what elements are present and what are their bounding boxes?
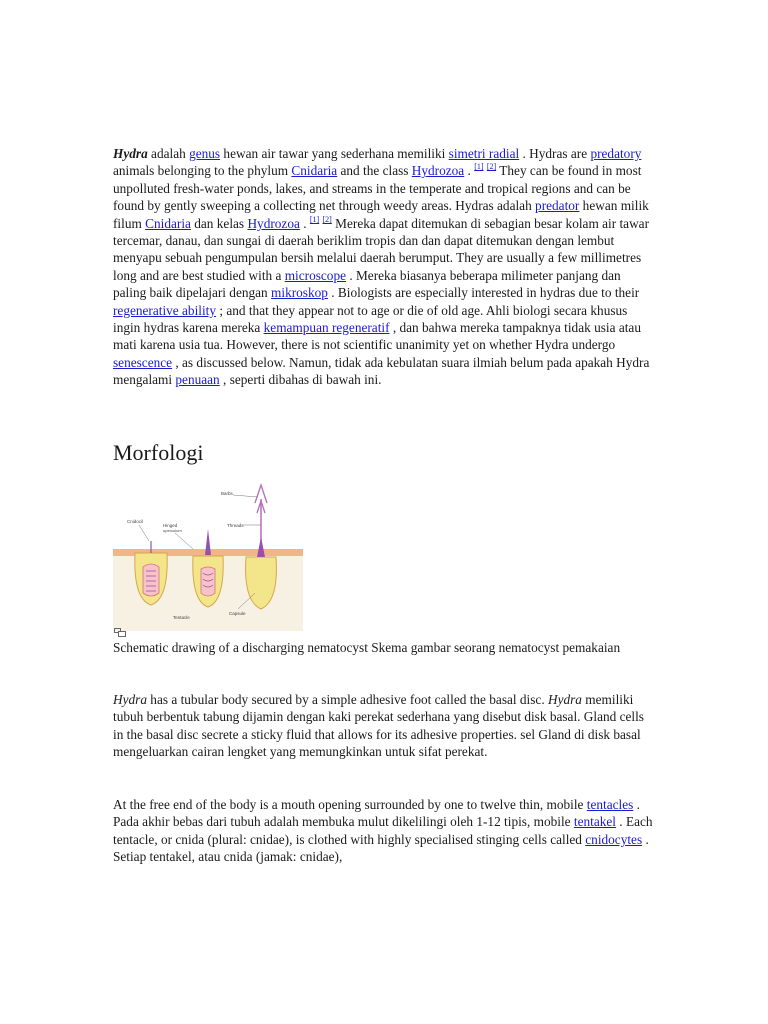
label-capsule: Capsule (229, 611, 246, 616)
body-paragraph-tentacles (113, 796, 653, 866)
label-hinged: Hinged (163, 523, 178, 528)
nematocyst-diagram[interactable] (113, 481, 303, 631)
link-senescence[interactable]: senescence (113, 354, 173, 370)
text-run: . Mereka biasanya beberapa milimeter panjang dan paling baik dipelajari dengan (113, 267, 621, 301)
text-run: . Each tentacle, or cnida (plural: cnidae), is clothed with highly specialised stinging cells called (113, 814, 653, 847)
link-simetri-radial[interactable]: simetri radial (448, 146, 520, 161)
link-mikroskop[interactable]: mikroskop (271, 285, 328, 301)
text-run: They can be found in most unpolluted fresh-water ponds, lakes, and streams in the temperate and tropical regions and can be found by gently sweeping a collecting net through weedy areas. Hydras adalah (113, 163, 642, 214)
text-run: , as discussed below. Namun, tidak ada kebulatan suara ilmiah belum pada apakah Hydra mengalami (113, 354, 650, 388)
text-run: . (299, 215, 310, 231)
link-tentakel[interactable]: tentakel (573, 814, 616, 830)
text-run: hewan air tawar yang sederhana memiliki (220, 146, 449, 161)
enlarge-icon[interactable] (114, 628, 126, 637)
text-run: has a tubular body secured by a simple adhesive foot called the basal disc. (146, 692, 548, 707)
link-cnidaria[interactable]: Cnidaria (291, 163, 338, 179)
section-heading-morfologi: Morfologi (113, 440, 204, 465)
body-paragraph (113, 691, 653, 761)
text-run: , dan bahwa mereka tampaknya tidak usia atau mati karena usia tua. However, there is not scientific unanimity yet on whether Hydra undergo (113, 320, 641, 353)
label-tentacle: Tentacle (173, 615, 190, 620)
ref-1-id[interactable]: [1] (309, 214, 320, 224)
link-tentacles[interactable]: tentacles (586, 797, 634, 812)
text-run: . Biologists are especially interested in hydras due to their (327, 285, 640, 301)
ref-2-id[interactable]: [2] (322, 214, 332, 224)
link-regenerative-ability[interactable]: regenerative ability (113, 302, 216, 318)
link-kemampuan-regeneratif[interactable]: kemampuan regeneratif (263, 320, 390, 336)
link-cnidaria-id[interactable]: Cnidaria (145, 215, 191, 231)
hydra-term: Hydra (113, 146, 148, 161)
link-microscope[interactable]: microscope (284, 267, 347, 283)
link-cnidocytes[interactable]: cnidocytes (585, 831, 643, 847)
link-genus[interactable]: genus (189, 146, 221, 161)
text-run: hewan milik filum (113, 198, 649, 231)
coiled-thread (201, 567, 215, 596)
text-run: dan kelas (190, 215, 248, 231)
text-run: . Hydras are (519, 146, 591, 161)
label-operculum: operculum (163, 528, 182, 533)
text-run: . Pada akhir bebas dari tubuh adalah membuka mulut dikelilingi oleh 1-12 tipis, mobile (113, 797, 640, 830)
link-hydrozoa[interactable]: Hydrozoa (411, 163, 465, 179)
label-cnidocil: Cnidocil (127, 519, 144, 524)
text-run: animals belonging to the phylum (113, 163, 292, 179)
ref-1[interactable]: [1] (474, 162, 484, 172)
text-run: Mereka dapat ditemukan di sebagian besar kolam air tawar tercemar, danau, dan sungai di daerah beriklim tropis dan dan dapat ditemukan dengan lembut menyapu sebuah pengumpulan bersih melalui daerah berumput. They are usually a few millimetres long and are best studied with a (113, 215, 649, 283)
text-run: memiliki tubuh berbentuk tabung dijamin dengan kaki perekat sederhana yang disebut disk basal. Gland cells in the basal disc secrete a sticky fluid that allows for its adhesive properties. sel Gland di disk basal mengeluarkan cairan lengket yang memungkinkan untuk sifat perekat. (113, 692, 644, 760)
ref-2[interactable]: [2] (486, 162, 497, 172)
text-run: and the class (337, 163, 412, 179)
text-run: adalah (147, 146, 190, 161)
hydra-term: Hydra (547, 692, 582, 707)
text-run: At the free end of the body is a mouth opening surrounded by one to twelve thin, mobile (113, 797, 587, 812)
hydra-term: Hydra (113, 692, 147, 707)
label-barbs: Barbs (221, 491, 233, 496)
text-run: , seperti dibahas di bawah ini. (219, 372, 382, 388)
text-run: . Setiap tentakel, atau cnida (jamak: cnidae), (113, 831, 649, 865)
text-run: ; and that they appear not to age or die of old age. Ahli biologi secara khusus ingin hydras karena mereka (113, 302, 628, 336)
link-hydrozoa-id[interactable]: Hydrozoa (247, 215, 300, 231)
link-predator[interactable]: predator (535, 198, 580, 214)
figure-caption: Schematic drawing of a discharging nematocyst Skema gambar seorang nematocyst pemakaian (113, 640, 621, 655)
text-run: . (464, 163, 475, 179)
intro-paragraph (113, 145, 653, 389)
label-threads: Threads (227, 523, 244, 528)
link-penuaan[interactable]: penuaan (175, 372, 220, 388)
link-predatory[interactable]: predatory (590, 146, 642, 161)
